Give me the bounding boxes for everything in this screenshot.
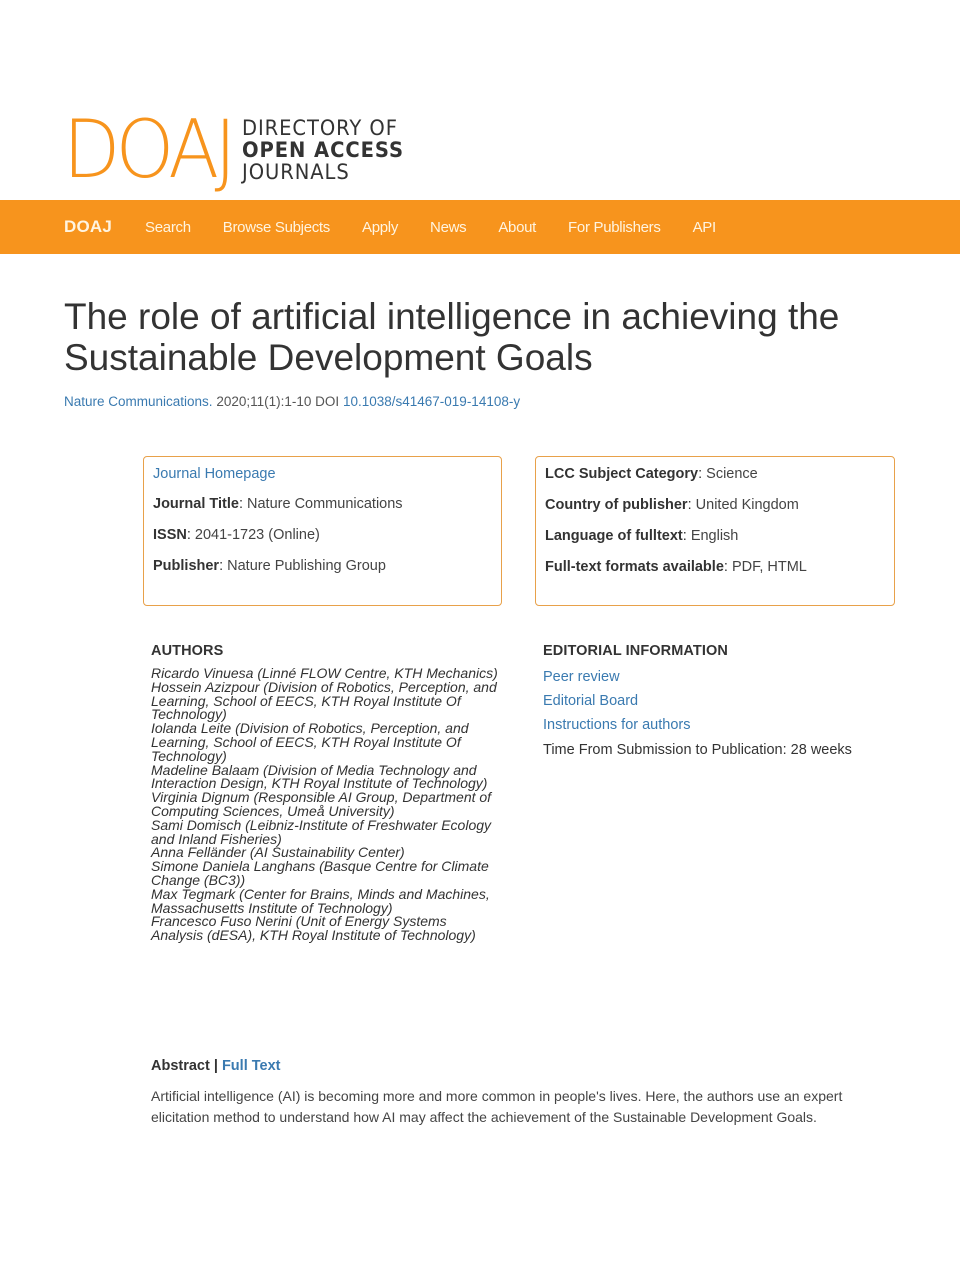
nav-brand-doaj[interactable]: DOAJ	[64, 217, 113, 236]
nav-item-browse-subjects[interactable]: Browse Subjects	[222, 218, 330, 236]
authors-heading: AUTHORS	[151, 643, 224, 659]
author-item: Sami Domisch (Leibniz-Institute of Freshwater Ecology and Inland Fisheries)	[151, 816, 492, 847]
editorial-board-link[interactable]: Editorial Board	[543, 693, 639, 709]
doi-label: DOI	[315, 394, 340, 409]
logo-mark: DOAJ	[63, 103, 232, 196]
nav-item-apply[interactable]: Apply	[362, 218, 399, 236]
abstract-tabs	[151, 1058, 881, 1074]
author-item: Madeline Balaam (Division of Media Technology and Interaction Design, KTH Royal Institute of Technology)	[151, 761, 488, 792]
logo-line-2: OPEN ACCESS	[242, 138, 405, 162]
author-item: Francesco Fuso Nerini (Unit of Energy Systems Analysis (dESA), KTH Royal Institute of Technology)	[151, 913, 476, 944]
abstract-section	[151, 1058, 881, 1127]
field-label: ISSN	[153, 527, 187, 543]
tab-separator: |	[213, 1058, 218, 1074]
nav-item-about[interactable]: About	[498, 218, 537, 236]
nav-item-search[interactable]: Search	[145, 218, 191, 236]
language-row: Language of fulltext: English	[545, 528, 739, 544]
editorial-heading: EDITORIAL INFORMATION	[543, 643, 728, 659]
author-item: Virginia Dignum (Responsible AI Group, Department of Computing Sciences, Umeå University)	[151, 789, 492, 819]
authors-section	[151, 643, 501, 943]
field-label: Journal Title	[153, 496, 239, 512]
nav-item-for-publishers[interactable]: For Publishers	[568, 218, 661, 236]
author-item: Ricardo Vinuesa (Linné FLOW Centre, KTH Mechanics)	[151, 665, 498, 681]
field-value: Nature Publishing Group	[227, 558, 386, 574]
author-item: Anna Felländer (AI Sustainability Center)	[151, 844, 405, 861]
author-item: Hossein Azizpour (Division of Robotics, Perception, and Learning, School of EECS, KTH Royal Institute Of Technology)	[151, 678, 497, 723]
time-to-publication: Time From Submission to Publication: 28 weeks	[543, 742, 852, 758]
field-label: Language of fulltext	[545, 528, 683, 544]
logo-wordmark	[242, 117, 404, 183]
field-label: Country of publisher	[545, 497, 688, 513]
author-item: Max Tegmark (Center for Brains, Minds and Machines, Massachusetts Institute of Technology)	[151, 885, 490, 916]
field-value: United Kingdom	[695, 497, 799, 513]
peer-review-link[interactable]: Peer review	[543, 669, 620, 685]
logo-line-3: JOURNALS	[242, 160, 351, 184]
field-value: 2041-1723 (Online)	[194, 527, 320, 543]
publisher-row: Publisher: Nature Publishing Group	[153, 558, 386, 574]
author-item: Simone Daniela Langhans (Basque Centre for Climate Change (BC3))	[151, 858, 489, 888]
nav-item-news[interactable]: News	[430, 218, 467, 236]
main-nav	[0, 200, 960, 254]
field-label: LCC Subject Category	[545, 466, 699, 482]
field-value: PDF, HTML	[731, 559, 807, 575]
editorial-section	[543, 643, 893, 763]
article-title: The role of artificial intelligence in achieving the Sustainable Development Goals	[64, 296, 840, 378]
field-value: Science	[706, 466, 758, 482]
tab-abstract[interactable]: Abstract	[151, 1058, 210, 1074]
country-row: Country of publisher: United Kingdom	[545, 497, 799, 513]
subject-info-box	[535, 456, 895, 606]
field-label: Full-text formats available	[545, 559, 724, 575]
journal-info-box	[143, 456, 502, 606]
author-item: Iolanda Leite (Division of Robotics, Perception, and Learning, School of EECS, KTH Royal Institute Of Technology)	[151, 720, 469, 764]
logo-line-1: DIRECTORY OF	[242, 116, 399, 140]
lcc-subject-row: LCC Subject Category: Science	[545, 466, 758, 482]
article-citation	[64, 394, 520, 409]
tab-full-text[interactable]: Full Text	[221, 1058, 281, 1074]
journal-homepage-link[interactable]: Journal Homepage	[153, 466, 276, 482]
field-value: English	[690, 528, 739, 544]
journal-link[interactable]: Nature Communications.	[64, 394, 213, 409]
journal-title-row: Journal Title: Nature Communications	[153, 496, 403, 512]
instructions-for-authors-link[interactable]: Instructions for authors	[543, 717, 691, 733]
doaj-logo[interactable]	[63, 103, 417, 196]
citation-volume: 2020;11(1):1-10	[216, 394, 312, 409]
abstract-body: Artificial intelligence (AI) is becoming more and more common in people's lives. Here, the authors use an expert elicitation method to understand how AI may affect the achievement of the Sustainable Development Goals.	[151, 1088, 843, 1125]
doi-link[interactable]: 10.1038/s41467-019-14108-y	[342, 394, 521, 409]
issn-row: ISSN: 2041-1723 (Online)	[153, 527, 320, 543]
nav-item-api[interactable]: API	[692, 218, 716, 236]
formats-row: Full-text formats available: PDF, HTML	[545, 559, 807, 575]
field-value: Nature Communications	[247, 496, 403, 512]
field-label: Publisher	[153, 558, 220, 574]
